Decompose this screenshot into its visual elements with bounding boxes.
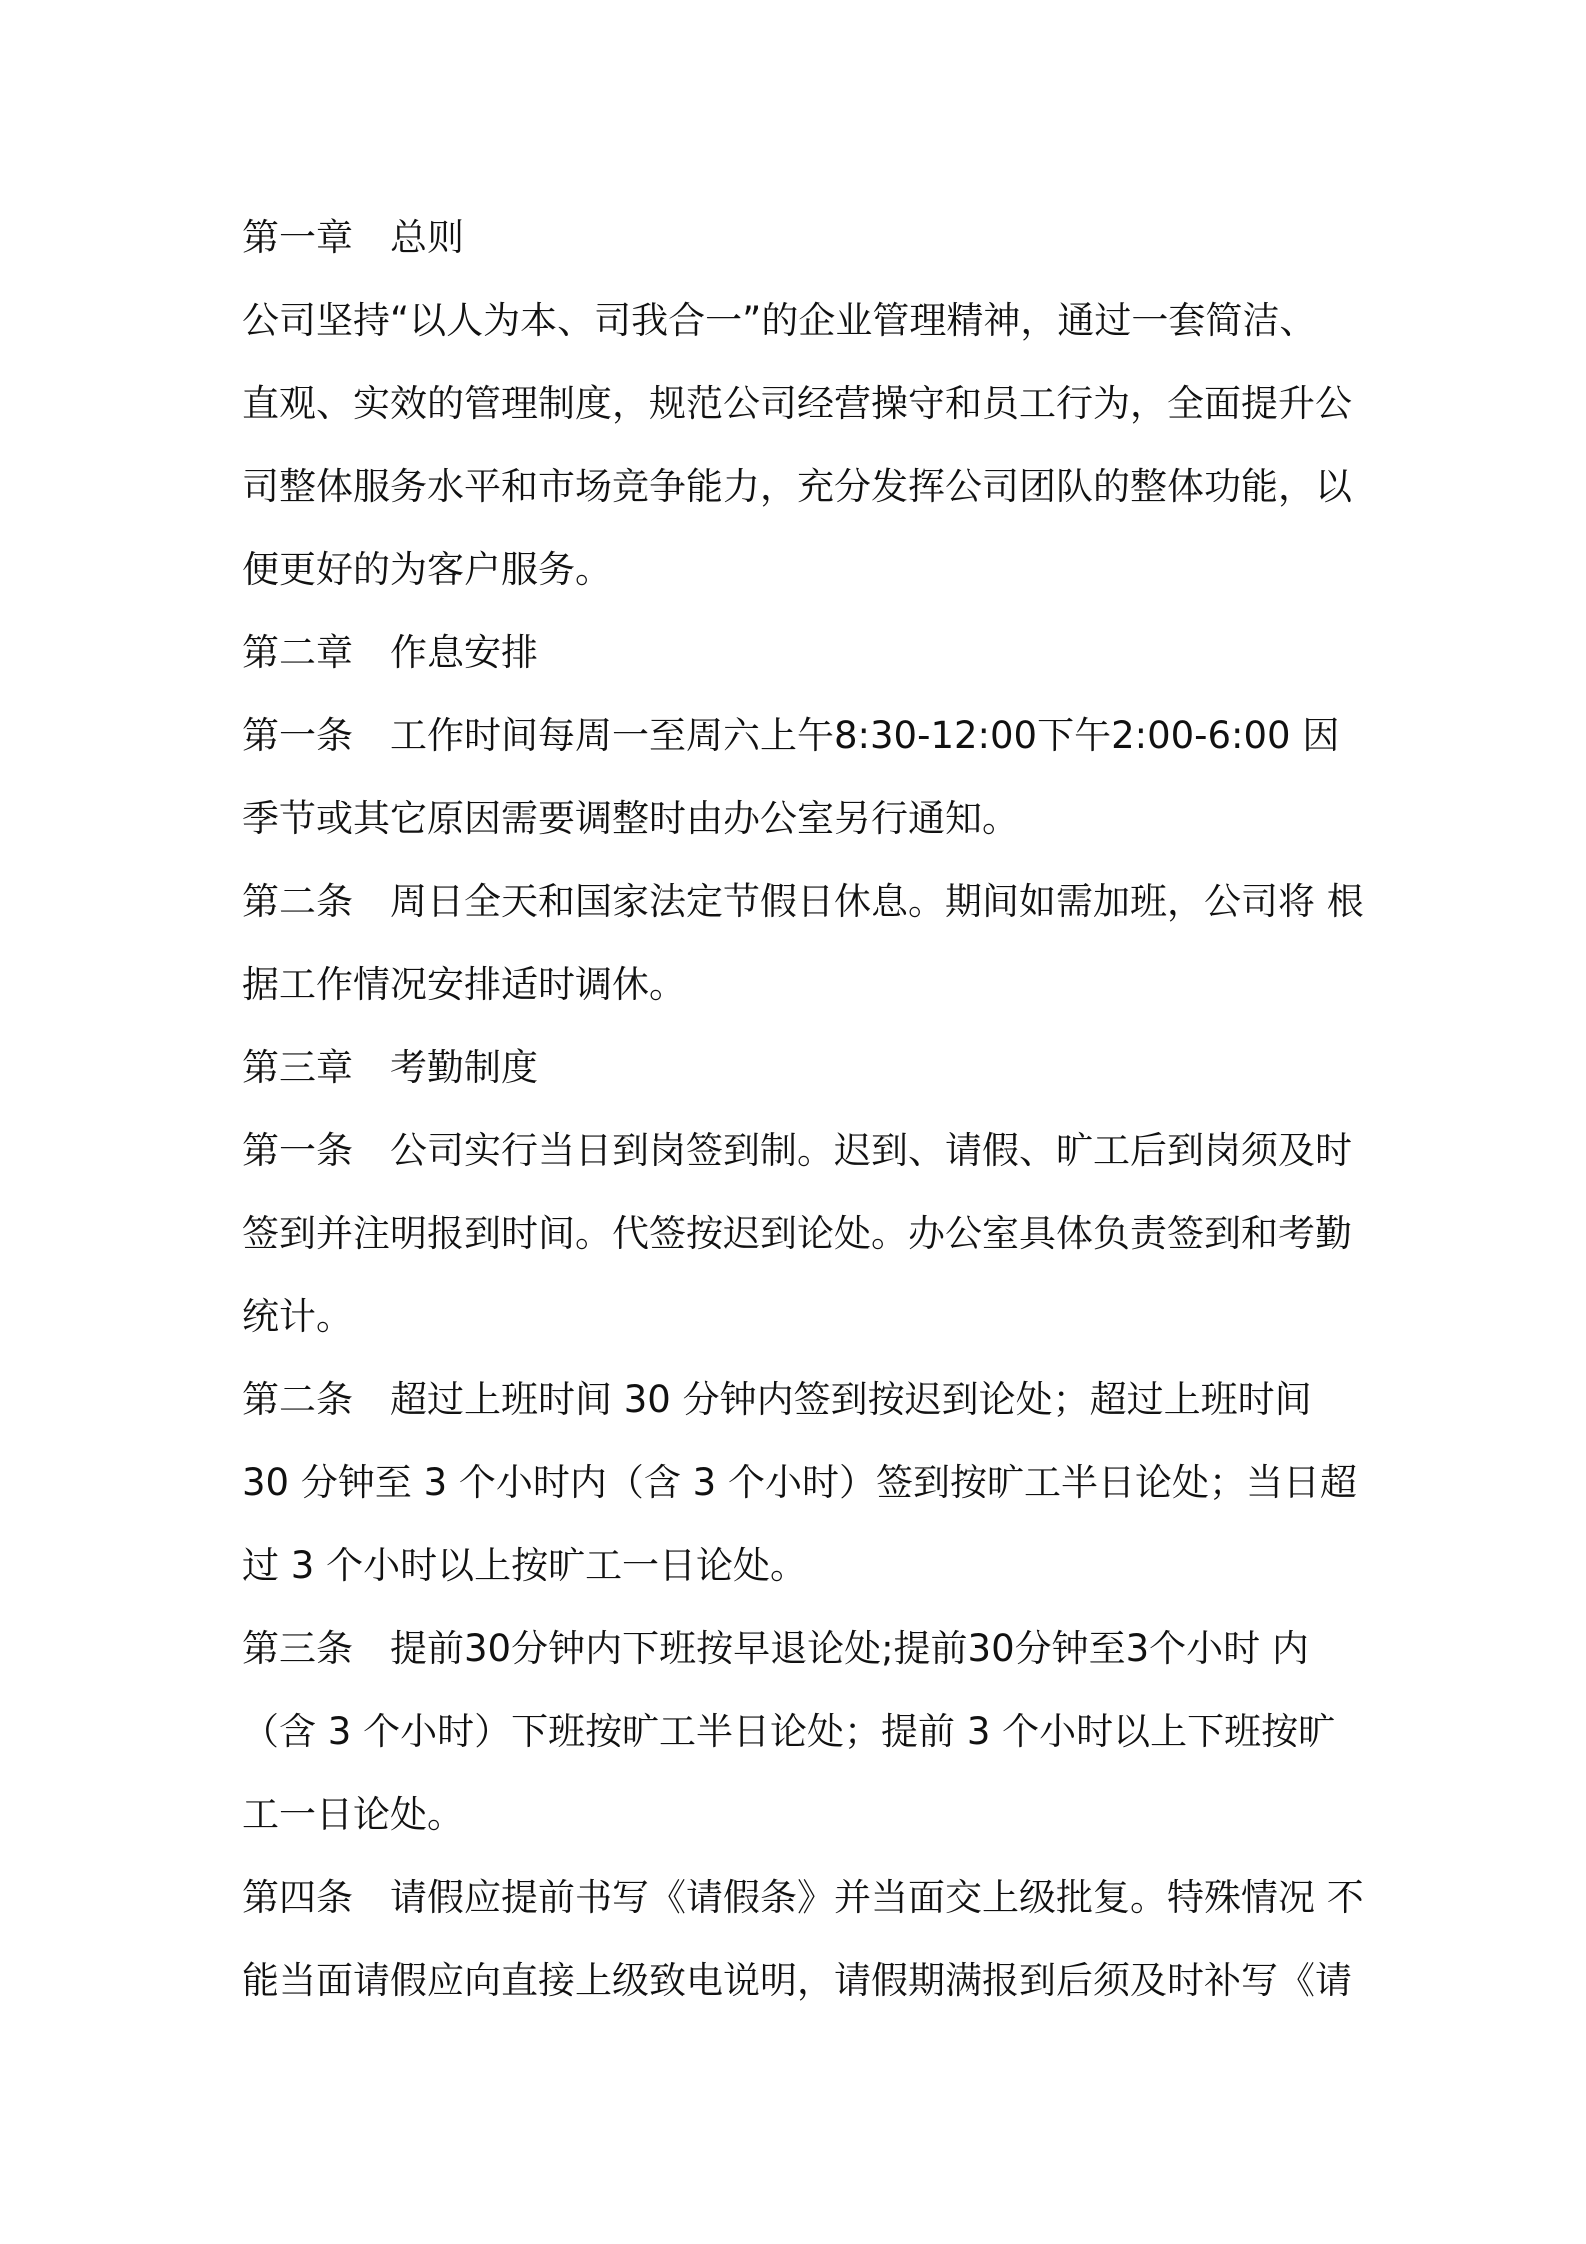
article-label: 第三条 — [242, 1627, 353, 1670]
paragraph-line: 统计。 — [242, 1295, 353, 1338]
article-label: 第二条 — [242, 880, 353, 923]
chapter-label: 第二章 — [242, 631, 353, 674]
article-line — [242, 1358, 1360, 1441]
article-label: 第一条 — [242, 1129, 353, 1172]
article-text: 公司实行当日到岗签到制。迟到、请假、旷工后到岗须及时 — [390, 1129, 1352, 1172]
paragraph-line: 能当面请假应向直接上级致电说明，请假期满报到后须及时补写《请 — [242, 1959, 1352, 2002]
article-line — [242, 1856, 1364, 1939]
paragraph-line: 季节或其它原因需要调整时由办公室另行通知。 — [242, 797, 1019, 840]
paragraph-line: （含 3 个小时）下班按旷工半日论处；提前 3 个小时以上下班按旷 — [242, 1710, 1336, 1753]
paragraph-line: 直观、实效的管理制度，规范公司经营操守和员工行为，全面提升公 — [242, 382, 1352, 425]
article-text: 提前30分钟内下班按早退论处;提前30分钟至3个小时 内 — [390, 1627, 1309, 1670]
article-text: 超过上班时间 30 分钟内签到按迟到论处；超过上班时间 — [390, 1378, 1312, 1421]
article-label: 第二条 — [242, 1378, 353, 1421]
article-label: 第四条 — [242, 1876, 353, 1919]
article-line — [242, 1607, 1360, 1690]
article-label: 第一条 — [242, 714, 353, 757]
paragraph-line: 过 3 个小时以上按旷工一日论处。 — [242, 1544, 808, 1587]
chapter-title: 考勤制度 — [390, 1046, 538, 1089]
paragraph-line: 公司坚持“以人为本、司我合一”的企业管理精神，通过一套简洁、 — [242, 299, 1317, 342]
article-line — [242, 694, 1360, 777]
chapter-heading — [242, 1026, 1360, 1109]
article-text: 请假应提前书写《请假条》并当面交上级批复。特殊情况 不 — [390, 1876, 1364, 1919]
paragraph-line: 工一日论处。 — [242, 1793, 464, 1836]
paragraph-line: 便更好的为客户服务。 — [242, 548, 612, 591]
article-line — [242, 1109, 1360, 1192]
article-text: 周日全天和国家法定节假日休息。期间如需加班，公司将 根 — [390, 880, 1364, 923]
paragraph-line: 30 分钟至 3 个小时内（含 3 个小时）签到按旷工半日论处；当日超 — [242, 1461, 1357, 1504]
chapter-label: 第三章 — [242, 1046, 353, 1089]
chapter-heading — [242, 611, 1360, 694]
paragraph-line: 据工作情况安排适时调休。 — [242, 963, 686, 1006]
article-text: 工作时间每周一至周六上午8:30-12:00下午2:00-6:00 因 — [390, 714, 1340, 757]
article-line — [242, 860, 1364, 943]
chapter-label: 第一章 — [242, 216, 353, 259]
paragraph-line: 签到并注明报到时间。代签按迟到论处。办公室具体负责签到和考勤 — [242, 1212, 1352, 1255]
document-body — [242, 196, 1364, 2022]
chapter-title: 总则 — [390, 216, 464, 259]
chapter-heading — [242, 196, 1360, 279]
chapter-title: 作息安排 — [390, 631, 538, 674]
paragraph-line: 司整体服务水平和市场竞争能力，充分发挥公司团队的整体功能，以 — [242, 465, 1352, 508]
